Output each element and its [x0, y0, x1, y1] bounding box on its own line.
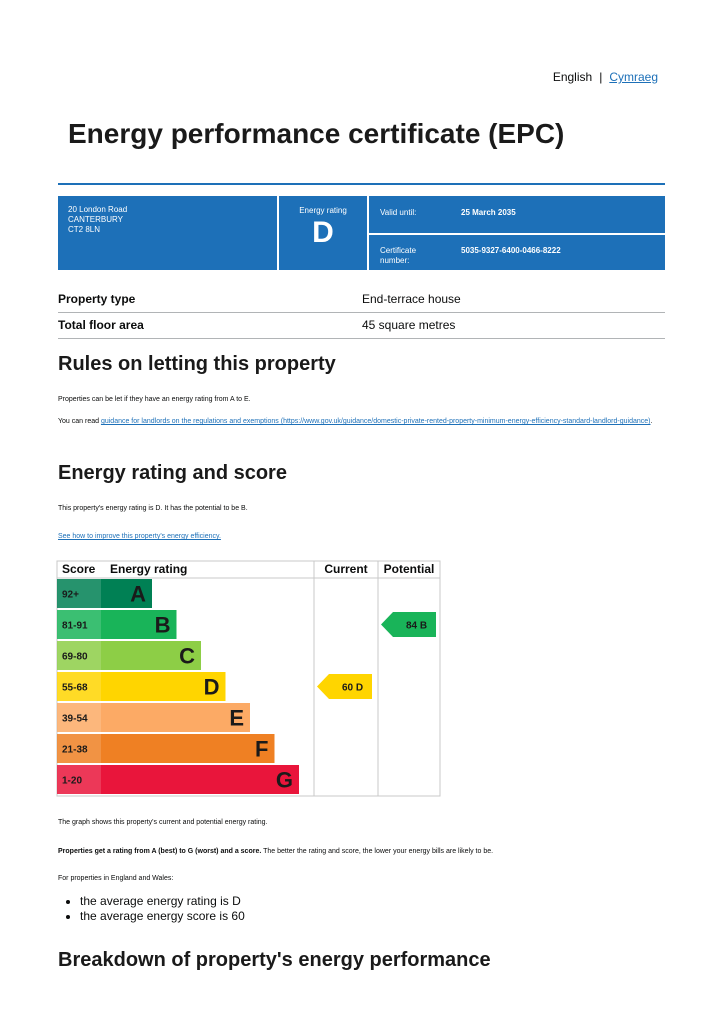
header-current: Current [324, 562, 368, 576]
floor-area-label: Total floor area [58, 318, 144, 332]
band-range-label: 92+ [62, 589, 79, 601]
band-range-label: 21-38 [62, 744, 88, 756]
band-letter-label: C [179, 643, 195, 669]
lang-english: English [552, 70, 593, 84]
page-title: Energy performance certificate (EPC) [68, 118, 565, 149]
letting-heading: Rules on letting this property [58, 353, 336, 375]
property-type-label: Property type [58, 292, 136, 306]
floor-area-row [58, 312, 665, 339]
band-range-label: 39-54 [62, 713, 88, 725]
potential-rating-label: 84 B [405, 620, 428, 632]
average-list [64, 894, 245, 924]
header-score: Score [62, 562, 96, 576]
breakdown-heading: Breakdown of property's energy performance [58, 949, 491, 971]
address-line-3: CT2 8LN [68, 225, 101, 234]
certificate-number-label: Certificate number: [380, 246, 417, 265]
header-energy-rating: Energy rating [110, 562, 188, 576]
letting-text: Properties can be let if they have an energy rating from A to E. [58, 396, 251, 403]
address-line-2: CANTERBURY [68, 215, 123, 224]
summary-panel [58, 196, 665, 270]
title-divider [58, 183, 665, 185]
band-letter-label: G [275, 767, 293, 793]
language-switcher [553, 70, 658, 84]
letting-guidance [58, 417, 658, 426]
property-type-value: End-terrace house [362, 292, 461, 306]
band-letter-label: F [255, 736, 269, 762]
band-range-label: 69-80 [62, 651, 88, 663]
property-type-row [58, 286, 665, 313]
valid-until-value: 25 March 2035 [461, 208, 516, 217]
list-item: • the average energy score is 60 [80, 909, 245, 924]
band-range-label: 81-91 [62, 620, 88, 632]
band-bar-e [101, 703, 250, 732]
energy-rating-heading: Energy rating and score [58, 462, 287, 484]
lang-separator: | [599, 70, 603, 84]
improve-link-wrap [58, 532, 221, 541]
band-bar-g [101, 765, 299, 794]
lang-cymraeg-link[interactable]: Cymraeg [609, 70, 658, 84]
rating-note-bold: Properties get a rating from A (best) to G (worst) and a score. [58, 848, 262, 855]
band-range-label: 55-68 [62, 682, 88, 694]
band-range-label: 1-20 [62, 775, 83, 787]
guidance-prefix: You can read [58, 418, 101, 425]
valid-until-label: Valid until: [380, 208, 417, 217]
band-bar-f [101, 734, 275, 763]
rating-note [58, 847, 493, 856]
rating-summary-text: This property's energy rating is D. It has the potential to be B. [58, 505, 248, 512]
band-letter-label: D [203, 674, 220, 700]
energy-rating-chart [56, 560, 442, 798]
band-letter-label: E [229, 705, 244, 731]
band-letter-label: B [154, 612, 171, 638]
graph-caption: The graph shows this property's current and potential energy rating. [58, 819, 268, 826]
england-wales-text: For properties in England and Wales: [58, 875, 174, 882]
current-rating-label: 60 D [341, 682, 364, 694]
floor-area-value: 45 square metres [362, 318, 456, 332]
improve-efficiency-link[interactable]: See how to improve this property's energy efficiency. [58, 533, 221, 540]
certificate-number-value: 5035-9327-6400-0466-8222 [461, 246, 561, 255]
guidance-suffix: . [650, 418, 653, 425]
header-potential: Potential [383, 562, 435, 576]
rating-note-rest: The better the rating and score, the lower your energy bills are likely to be. [261, 848, 494, 855]
property-address [68, 205, 127, 235]
energy-rating-letter: D [312, 216, 334, 249]
panel-divider [369, 233, 665, 235]
list-item: • the average energy rating is D [80, 894, 245, 909]
band-letter-label: A [130, 581, 146, 607]
guidance-link[interactable]: guidance for landlords on the regulations and exemptions (https://www.gov.uk/guidance/domestic-private-rented-property-minimum-energy-efficiency-standard-landlord-guidance) [100, 418, 651, 425]
address-line-1: 20 London Road [68, 205, 128, 214]
energy-rating-chart-svg [56, 560, 442, 798]
energy-rating-label: Energy rating [299, 206, 347, 215]
